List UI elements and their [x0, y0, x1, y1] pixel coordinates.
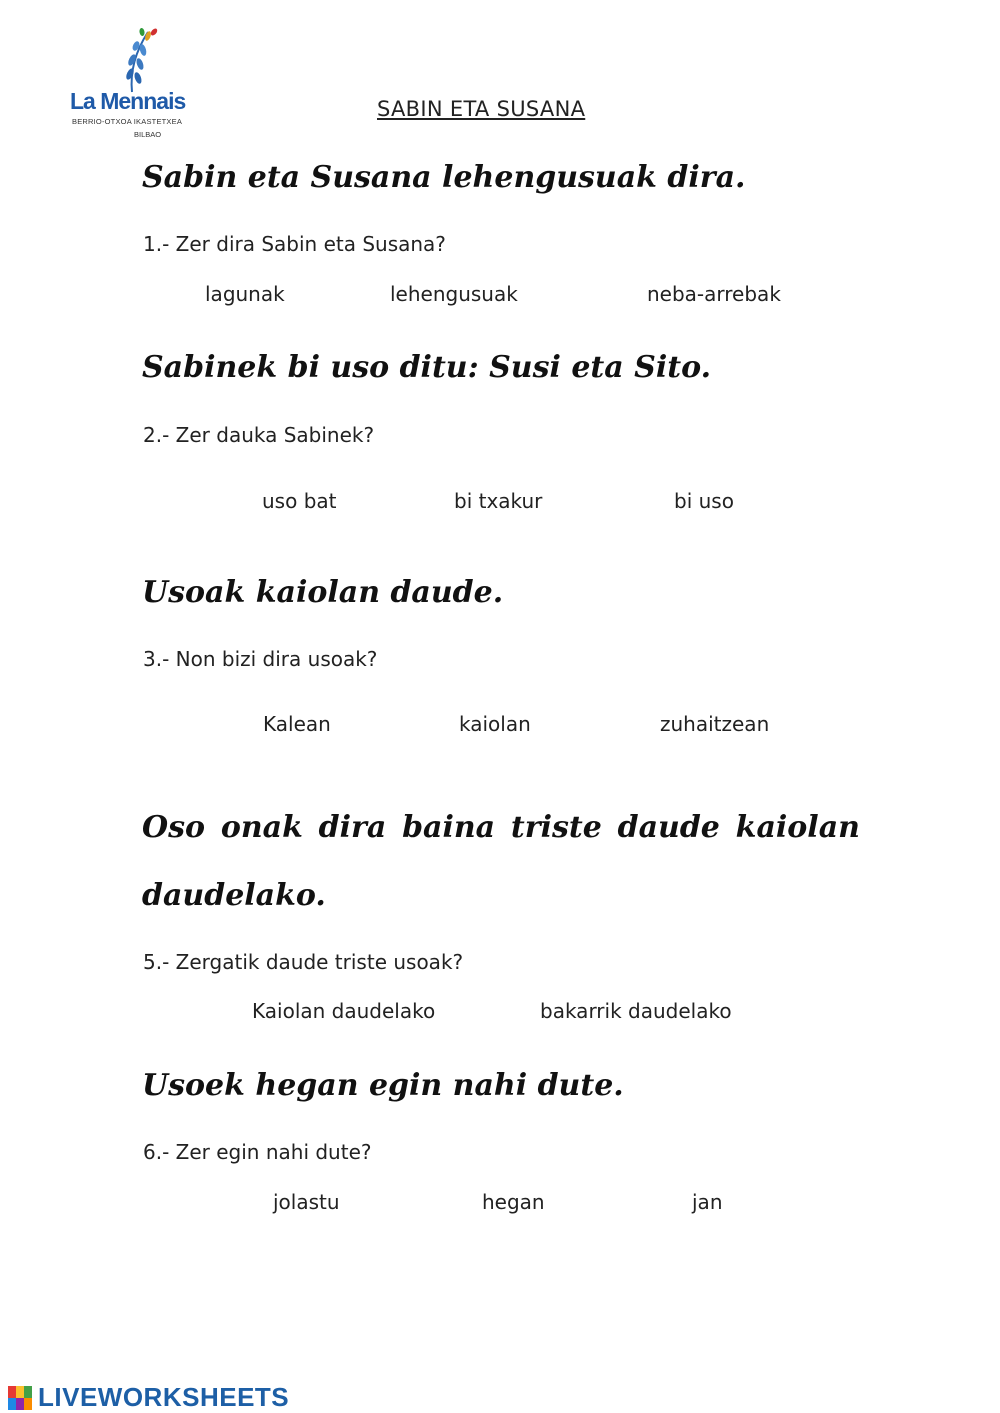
- sentence-2: Sabinek bi uso ditu: Susi eta Sito.: [142, 350, 712, 385]
- sentence-1: Sabin eta Susana lehengusuak dira.: [142, 160, 746, 195]
- sentence-4-line-1: [142, 810, 860, 845]
- q2-option-3[interactable]: bi uso: [674, 489, 734, 513]
- q6-option-2[interactable]: hegan: [482, 1190, 545, 1214]
- sentence-5: Usoek hegan egin nahi dute.: [142, 1068, 624, 1103]
- q5-option-1[interactable]: Kaiolan daudelako: [252, 999, 436, 1023]
- s4-word: onak: [220, 810, 303, 845]
- q3-option-1[interactable]: Kalean: [263, 712, 331, 736]
- question-5: 5.- Zergatik daude triste usoak?: [143, 950, 464, 974]
- q2-option-2[interactable]: bi txakur: [454, 489, 543, 513]
- q3-option-3[interactable]: zuhaitzean: [660, 712, 770, 736]
- page-title: SABIN ETA SUSANA: [377, 97, 586, 121]
- q2-option-1[interactable]: uso bat: [262, 489, 337, 513]
- s4-word: Oso: [142, 810, 206, 845]
- question-3: 3.- Non bizi dira usoak?: [143, 647, 378, 671]
- question-2: 2.- Zer dauka Sabinek?: [143, 423, 375, 447]
- s4-word: baina: [402, 810, 496, 845]
- question-6: 6.- Zer egin nahi dute?: [143, 1140, 372, 1164]
- s4-word: triste: [510, 810, 602, 845]
- sentence-3: Usoak kaiolan daude.: [142, 575, 504, 610]
- q1-option-3[interactable]: neba-arrebak: [647, 282, 781, 306]
- s4-word: kaiolan: [735, 810, 860, 845]
- s4-word: daude: [617, 810, 720, 845]
- liveworksheets-logo-icon: [8, 1386, 32, 1410]
- q6-option-1[interactable]: jolastu: [273, 1190, 340, 1214]
- sentence-4-line-2: daudelako.: [142, 878, 326, 913]
- logo-wordmark: La Mennais: [70, 88, 186, 114]
- q5-option-2[interactable]: bakarrik daudelako: [540, 999, 732, 1023]
- q1-option-2[interactable]: lehengusuak: [390, 282, 518, 306]
- q6-option-3[interactable]: jan: [692, 1190, 723, 1214]
- q3-option-2[interactable]: kaiolan: [459, 712, 531, 736]
- logo-city: BILBAO: [134, 130, 162, 139]
- s4-word: dira: [318, 810, 387, 845]
- footer-branding: [8, 1382, 289, 1413]
- school-logo-icon: [60, 22, 170, 147]
- footer-brand-text: LIVEWORKSHEETS: [38, 1382, 290, 1412]
- q1-option-1[interactable]: lagunak: [205, 282, 285, 306]
- question-1: 1.- Zer dira Sabin eta Susana?: [143, 232, 446, 256]
- logo-subtitle: BERRIO-OTXOA IKASTETXEA: [72, 117, 183, 126]
